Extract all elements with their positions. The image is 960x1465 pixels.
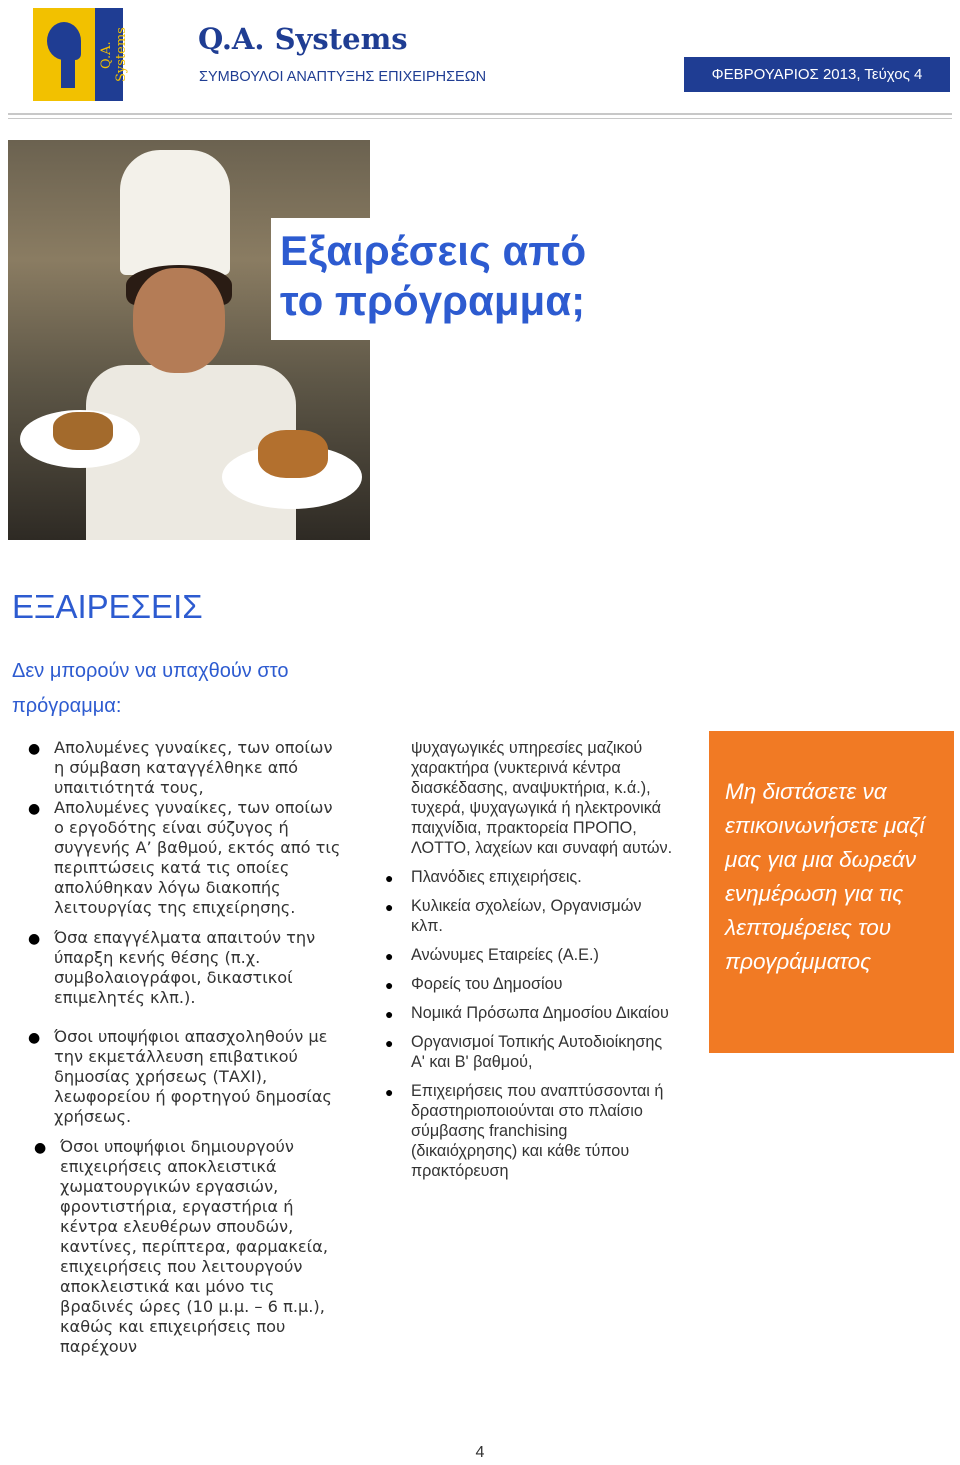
- bullet-icon: ●: [385, 899, 394, 915]
- bullet-icon: ●: [385, 1006, 394, 1022]
- exclusions-list-left: [28, 738, 344, 1357]
- bullet-icon: ●: [28, 741, 41, 757]
- issue-badge: ΦΕΒΡΟΥΑΡΙΟΣ 2013, Τεύχος 4: [684, 57, 950, 92]
- list-item: ● Κυλικεία σχολείων, Οργανισμών κλπ.: [385, 897, 642, 935]
- header-divider: [8, 113, 952, 115]
- brand-tagline: ΣΥΜΒΟΥΛΟΙ ΑΝΑΠΤΥΞΗΣ ΕΠΙΧΕΙΡΗΣΕΩΝ: [199, 69, 487, 85]
- bullet-icon: ●: [385, 977, 394, 993]
- article-headline: [280, 226, 586, 326]
- list-item: ● Επιχειρήσεις που αναπτύσσονται ή δραστηριοποιούνται στο πλαίσιο σύμβασης franchising (δικαιόχρησης) και κάθε τύπου πρακτόρευση: [385, 1082, 664, 1180]
- logo-text: Q.A. Systems: [99, 27, 129, 83]
- list-item: ● Όσοι υποψήφιοι απασχοληθούν με την εκμετάλλευση επιβατικού δημοσίας χρήσεως (ΤΑΧΙ), λεωφορείου ή φορτηγού δημοσίας χρήσεως.: [28, 1027, 332, 1126]
- brand-name: Q.A. Systems: [198, 22, 408, 56]
- list-item: ● Απολυμένες γυναίκες, των οποίων η σύμβαση καταγγέλθηκε από υπαιτιότητά τους,: [28, 738, 333, 797]
- headline-line-1: Εξαιρέσεις από: [280, 227, 587, 274]
- bullet-icon: ●: [385, 1084, 394, 1100]
- bullet-icon: ●: [28, 931, 41, 947]
- company-logo: [33, 8, 129, 101]
- exclusions-list-right: [385, 738, 676, 1181]
- contact-callout-text: Μη διστάσετε να επικοινωνήσετε μαζί μας για μια δωρεάν ενημέρωση για τις λεπτομέρειες του προγράμματος: [725, 779, 925, 974]
- bullet-icon: ●: [385, 1035, 394, 1051]
- list-item: ● Πλανόδιες επιχειρήσεις.: [385, 868, 582, 886]
- section-subtitle: Δεν μπορούν να υπαχθούν στο πρόγραμμα:: [12, 660, 289, 717]
- list-item: ● Όσοι υποψήφιοι δημιουργούν επιχειρήσεις αποκλειστικά χωματουργικών εργασιών, φροντιστήρια, εργαστήρια ή κέντρα ελευθέρων σπουδών, καντίνες, περίπτερα, φαρμακεία, επιχειρήσεις που λειτουργούν αποκλειστικά και μόνο τις βραδινές ώρες (10 μ.μ. – 6 π.μ.), καθώς και επιχειρήσεις που παρέχουν: [34, 1137, 328, 1356]
- list-item: ● Ανώνυμες Εταιρείες (Α.Ε.): [385, 946, 599, 964]
- logo-q-mark: [33, 8, 95, 101]
- bullet-icon: ●: [385, 948, 394, 964]
- section-title: ΕΞΑΙΡΕΣΕΙΣ: [12, 588, 203, 625]
- bullet-icon: ●: [28, 1030, 41, 1046]
- page-number: 4: [475, 1444, 485, 1461]
- list-item: ● Φορείς του Δημοσίου: [385, 975, 563, 993]
- list-item: ● Νομικά Πρόσωπα Δημοσίου Δικαίου: [385, 1004, 669, 1022]
- chef-photo: [8, 140, 370, 540]
- list-item: ● Όσα επαγγέλματα απαιτούν την ύπαρξη κενής θέσης (π.χ. συμβολαιογράφοι, δικαστικοί επιμελητές κλπ.).: [28, 928, 316, 1007]
- list-item-continuation: ψυχαγωγικές υπηρεσίες μαζικού χαρακτήρα (νυκτερινά κέντρα διασκέδασης, αναψυκτήρια, κ.ά.), τυχερά, ψυχαγωγικά ή ηλεκτρονικά παιχνίδια, πρακτορεία ΠΡΟΠΟ, ΛΟΤΤΟ, λαχείων και συναφή αυτών.: [411, 739, 673, 857]
- bullet-icon: ●: [28, 801, 41, 817]
- bullet-icon: ●: [385, 870, 394, 886]
- list-item: ● Οργανισμοί Τοπικής Αυτοδιοίκησης Α' και Β' βαθμού,: [385, 1033, 663, 1071]
- bullet-icon: ●: [34, 1140, 47, 1156]
- list-item: ● Απολυμένες γυναίκες, των οποίων ο εργοδότης είναι σύζυγος ή συγγενής Α’ βαθμού, εκτός από τις περιπτώσεις κατά τις οποίες απολύθηκαν λόγω διακοπής λειτουργίας της επιχείρησης.: [28, 798, 341, 917]
- header-divider-thin: [8, 118, 952, 119]
- headline-line-2: το πρόγραμμα;: [280, 277, 586, 324]
